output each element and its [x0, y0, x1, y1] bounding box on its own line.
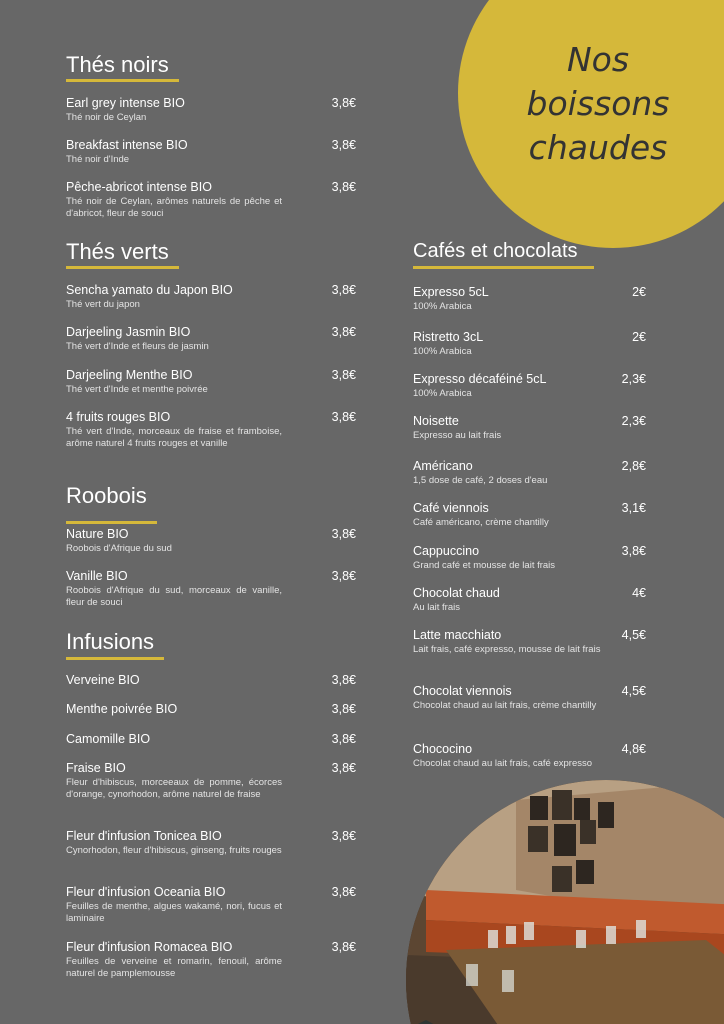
- menu-item: [413, 544, 646, 572]
- item-name: Latte macchiato: [413, 628, 502, 642]
- menu-item: [66, 885, 356, 925]
- item-name: Breakfast intense BIO: [66, 138, 188, 152]
- title-line-3: chaudes: [528, 128, 668, 167]
- menu-item: [66, 138, 356, 166]
- item-name: Nature BIO: [66, 527, 129, 541]
- menu-item: [66, 527, 356, 555]
- item-desc: Feuilles de verveine et romarin, fenouil, arôme naturel de pamplemousse: [66, 956, 282, 979]
- item-price: 3,8€: [331, 283, 356, 297]
- item-price: 3,8€: [331, 732, 356, 746]
- item-desc: Thé vert du japon: [66, 299, 140, 310]
- menu-item: [66, 940, 356, 980]
- item-desc: Cynorhodon, fleur d'hibiscus, ginseng, fruits rouges: [66, 845, 282, 856]
- item-name: Sencha yamato du Japon BIO: [66, 283, 233, 297]
- title-line-1: Nos: [566, 40, 630, 79]
- item-desc: 100% Arabica: [413, 388, 472, 399]
- item-price: 3,1€: [621, 501, 646, 515]
- item-desc: 1,5 dose de café, 2 doses d'eau: [413, 475, 548, 486]
- page-title: [498, 38, 698, 170]
- item-name: Fleur d'infusion Romacea BIO: [66, 940, 233, 954]
- item-price: 4,8€: [621, 742, 646, 756]
- section-underline: [66, 266, 179, 269]
- item-price: 4,5€: [621, 684, 646, 698]
- item-name: Fleur d'infusion Tonicea BIO: [66, 829, 222, 843]
- menu-item: [413, 684, 646, 712]
- menu-item: [66, 673, 356, 687]
- item-desc: Au lait frais: [413, 602, 460, 613]
- item-desc: Café américano, crème chantilly: [413, 517, 549, 528]
- item-name: Darjeeling Jasmin BIO: [66, 325, 191, 339]
- item-price: 3,8€: [331, 325, 356, 339]
- item-name: Noisette: [413, 414, 459, 428]
- item-desc: 100% Arabica: [413, 301, 472, 312]
- item-name: Vanille BIO: [66, 569, 128, 583]
- item-desc: Expresso au lait frais: [413, 430, 502, 441]
- item-desc: Grand café et mousse de lait frais: [413, 560, 556, 571]
- item-price: 2€: [632, 285, 646, 299]
- menu-item: [66, 761, 356, 801]
- item-price: 2,3€: [621, 414, 646, 428]
- menu-item: [413, 414, 646, 442]
- item-name: Menthe poivrée BIO: [66, 702, 178, 716]
- section-title-roobois: Roobois: [66, 483, 147, 508]
- item-price: 2,3€: [621, 372, 646, 386]
- item-price: 3,8€: [331, 761, 356, 775]
- title-line-2: boissons: [526, 84, 670, 123]
- section-underline: [413, 266, 594, 269]
- item-price: 2€: [632, 330, 646, 344]
- item-price: 3,8€: [331, 569, 356, 583]
- restaurant-photo: [406, 780, 724, 1024]
- item-desc: Thé noir d'Inde: [66, 154, 130, 165]
- item-desc: Thé vert d'Inde et menthe poivrée: [66, 384, 208, 395]
- menu-item: [413, 330, 646, 358]
- item-desc: Lait frais, café expresso, mousse de lait frais: [413, 644, 601, 655]
- section-underline: [66, 79, 179, 82]
- item-name: Expresso décaféiné 5cL: [413, 372, 547, 386]
- section-title-infusions: Infusions: [66, 629, 155, 654]
- item-name: Cappuccino: [413, 544, 480, 558]
- item-name: 4 fruits rouges BIO: [66, 410, 171, 424]
- item-price: 3,8€: [331, 673, 356, 687]
- item-desc: Thé vert d'Inde, morceaux de fraise et framboise, arôme naturel 4 fruits rouges et vanille: [66, 426, 282, 449]
- menu-item: [413, 285, 646, 313]
- item-name: Fleur d'infusion Oceania BIO: [66, 885, 226, 899]
- item-price: 3,8€: [331, 180, 356, 194]
- section-underline: [66, 521, 157, 524]
- item-name: Earl grey intense BIO: [66, 96, 185, 110]
- item-desc: Thé noir de Ceylan, arômes naturels de pêche et d'abricot, fleur de souci: [66, 196, 282, 219]
- menu-item: [413, 586, 646, 614]
- menu-item: [66, 569, 356, 609]
- section-title-thes-noirs: Thés noirs: [66, 52, 169, 77]
- section-title-thes-verts: Thés verts: [66, 239, 169, 264]
- item-desc: Thé noir de Ceylan: [66, 112, 147, 123]
- item-name: Café viennois: [413, 501, 489, 515]
- item-name: Expresso 5cL: [413, 285, 489, 299]
- item-name: Fraise BIO: [66, 761, 126, 775]
- menu-item: [66, 702, 356, 716]
- item-price: 3,8€: [331, 885, 356, 899]
- menu-item: [413, 628, 646, 656]
- item-name: Darjeeling Menthe BIO: [66, 368, 193, 382]
- menu-item: [66, 368, 356, 396]
- item-name: Pêche-abricot intense BIO: [66, 180, 212, 194]
- item-price: 3,8€: [331, 96, 356, 110]
- item-name: Camomille BIO: [66, 732, 151, 746]
- item-name: Chocolat chaud: [413, 586, 500, 600]
- item-desc: Roobois d'Afrique du sud: [66, 543, 172, 554]
- menu-item: [413, 501, 646, 529]
- item-price: 3,8€: [331, 829, 356, 843]
- restaurant-interior-illustration: [406, 780, 724, 1024]
- menu-item: [413, 372, 646, 400]
- item-desc: Roobois d'Afrique du sud, morceaux de vanille, fleur de souci: [66, 585, 282, 608]
- menu-item: [66, 180, 356, 220]
- menu-item: [413, 459, 646, 487]
- item-desc: 100% Arabica: [413, 346, 472, 357]
- section-title-cafes-chocolats: Cafés et chocolats: [413, 240, 578, 262]
- section-underline: [66, 657, 164, 660]
- item-desc: Thé vert d'Inde et fleurs de jasmin: [66, 341, 209, 352]
- menu-item: [413, 742, 646, 770]
- item-price: 3,8€: [331, 138, 356, 152]
- item-name: Verveine BIO: [66, 673, 140, 687]
- menu-item: [66, 283, 356, 311]
- item-desc: Feuilles de menthe, algues wakamé, nori, fucus et laminaire: [66, 901, 282, 924]
- item-price: 3,8€: [331, 940, 356, 954]
- item-desc: Fleur d'hibiscus, morceeaux de pomme, écorces d'orange, cynorhodon, arôme naturel de fraise: [66, 777, 282, 800]
- item-name: Américano: [413, 459, 473, 473]
- item-price: 3,8€: [621, 544, 646, 558]
- item-price: 3,8€: [331, 368, 356, 382]
- item-desc: Chocolat chaud au lait frais, café expresso: [413, 758, 593, 769]
- item-name: Ristretto 3cL: [413, 330, 484, 344]
- item-desc: Chocolat chaud au lait frais, crème chantilly: [413, 700, 597, 711]
- item-price: 3,8€: [331, 702, 356, 716]
- menu-item: [66, 410, 356, 450]
- item-name: Chococino: [413, 742, 473, 756]
- item-price: 3,8€: [331, 527, 356, 541]
- item-price: 3,8€: [331, 410, 356, 424]
- menu-item: [66, 732, 356, 746]
- menu-item: [66, 829, 356, 857]
- menu-item: [66, 96, 356, 124]
- item-name: Chocolat viennois: [413, 684, 512, 698]
- item-price: 4,5€: [621, 628, 646, 642]
- menu-item: [66, 325, 356, 353]
- item-price: 2,8€: [621, 459, 646, 473]
- item-price: 4€: [632, 586, 646, 600]
